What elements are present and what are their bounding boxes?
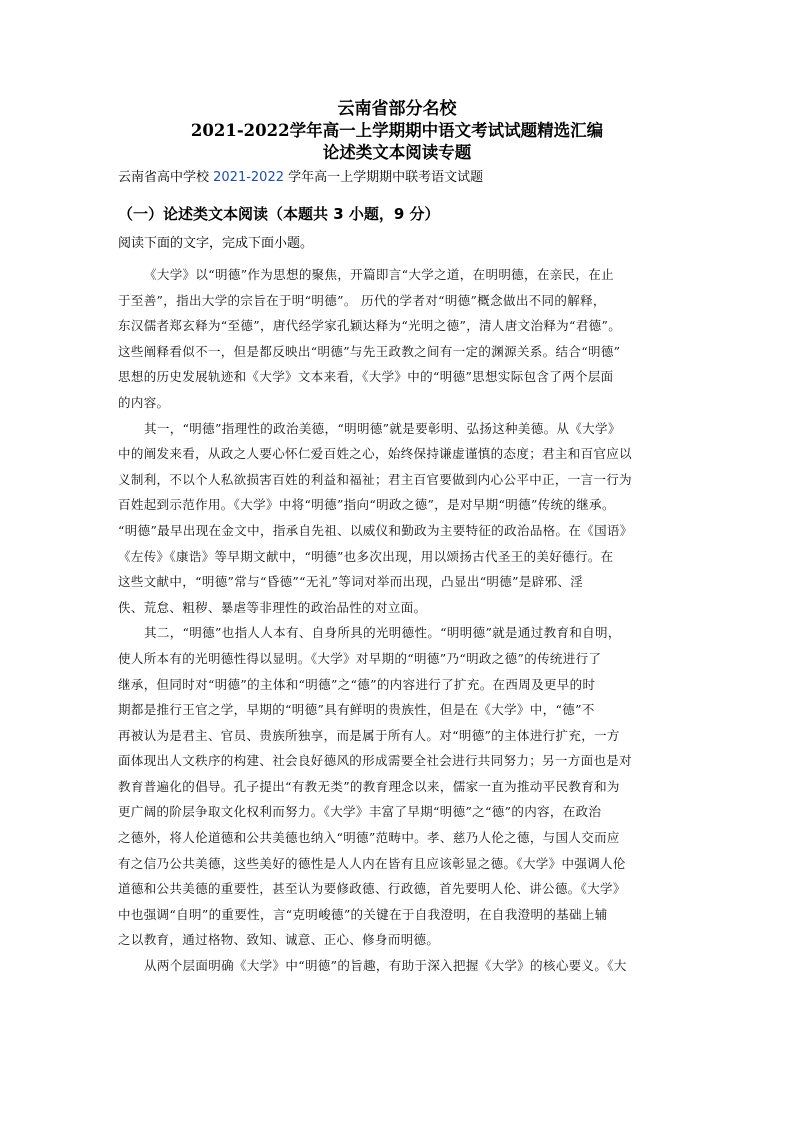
- paragraph-line: “明德”最早出现在金文中，指承自先祖、以威仪和勤政为主要特征的政治品格。在《国语》: [118, 522, 633, 538]
- paragraph-line: 期都是推行王官之学，早期的“明德”具有鲜明的贵族性，但是在《大学》中，“德”不: [118, 702, 595, 718]
- paragraph-line: 再被认为是君主、官员、贵族所独享，而是属于所有人。对“明德”的主体进行扩充，一方: [118, 727, 620, 743]
- instruction-text: 阅读下面的文字，完成下面小题。: [118, 236, 314, 251]
- source-suffix: 学年高一上学期期中联考语文试题: [284, 170, 484, 185]
- paragraph-line: 中的阐发来看，从政之人要心怀仁爱百姓之心，始终保持谦虚谨慎的态度；君主和百官应以: [118, 446, 633, 462]
- paragraph-line: 继承，但同时对“明德”的主体和“明德”之“德”的内容进行了扩充。在西周及更早的时: [118, 676, 596, 692]
- paragraph-line: 面体现出人文秩序的构建、社会良好德风的形成需要全社会进行共同努力；另一方面也是对: [118, 753, 633, 769]
- article-body: [118, 262, 678, 979]
- paragraph-line: 东汉儒者郑玄释为“至德”，唐代经学家孔颖达释为“光明之德”，清人唐文治释为“君德”。: [118, 318, 622, 334]
- paragraph-line: 有之信乃公共美德，这些美好的德性是人人内在皆有且应该彰显之德。《大学》中强调人伦: [118, 855, 626, 871]
- title-line-3: 论述类文本阅读专题: [322, 143, 472, 162]
- paragraph-line: 其一，“明德”指理性的政治美德，“明明德”就是要彰明、弘扬这种美德。从《大学》: [144, 420, 621, 436]
- paragraph-line: 义制利，不以个人私欲损害百姓的利益和福祉；君主百官要做到内心公平中正，一言一行为: [118, 471, 633, 487]
- paragraph-line: 从两个层面明确《大学》中“明德”的旨趣，有助于深入把握《大学》的核心要义。《大: [144, 958, 627, 974]
- paragraph-line: 这些文献中，“明德”常与“昏德”“无礼”等词对举而出现，凸显出“明德”是辟邪、淫: [118, 574, 584, 590]
- paragraph-line: 思想的历史发展轨迹和《大学》文本来看，《大学》中的“明德”思想实际包含了两个层面: [118, 369, 614, 385]
- paragraph-line: 于至善”，指出大学的宗旨在于明“明德”。 历代的学者对“明德”概念做出不同的解释，: [118, 292, 606, 308]
- source-line: [118, 168, 678, 188]
- paragraph-line: 佚、荒怠、粗秽、暴虐等非理性的政治品性的对立面。: [118, 599, 427, 615]
- paragraph-line: 百姓起到示范作用。《大学》中将“明德”指向“明政之德”，是对早期“明德”传统的继承。: [118, 497, 615, 513]
- paragraph-line: 使人所本有的光明德性得以显明。《大学》对早期的“明德”乃“明政之德”的传统进行了: [118, 650, 602, 666]
- paragraph-line: 《左传》《康诰》等早期文献中，“明德”也多次出现，用以颂扬古代圣王的美好德行。在: [118, 548, 614, 564]
- title-line-2: 2021-2022学年高一上学期期中语文考试试题精选汇编: [190, 121, 604, 140]
- section-heading: （一）论述类文本阅读（本题共 3 小题，9 分）: [118, 205, 440, 223]
- paragraph-line: 之以教育，通过格物、致知、诚意、正心、修身而明德。: [118, 932, 440, 948]
- paragraph-line: 《大学》以“明德”作为思想的聚焦，开篇即言“大学之道，在明明德，在亲民，在止: [144, 267, 614, 282]
- source-year: 2021-2022: [213, 170, 284, 185]
- title-block: [0, 98, 794, 164]
- source-prefix: 云南省高中学校: [118, 170, 214, 185]
- paragraph-line: 这些阐释看似不一，但是都反映出“明德”与先王政教之间有一定的渊源关系。结合“明德”: [118, 343, 621, 359]
- paragraph-line: 中也强调“自明”的重要性，言“克明峻德”的关键在于自我澄明，在自我澄明的基础上辅: [118, 906, 608, 922]
- title-line-1: 云南省部分名校: [337, 99, 457, 119]
- paragraph-line: 更广阔的阶层争取文化权利而努力。《大学》丰富了早期“明德”之“德”的内容，在政治: [118, 804, 602, 820]
- paragraph-line: 道德和公共美德的重要性，甚至认为要修政德、行政德，首先要明人伦、讲公德。《大学》: [118, 881, 626, 897]
- paragraph-line: 教育普遍化的倡导。孔子提出“有教无类”的教育理念以来，儒家一直为推动平民教育和为: [118, 778, 620, 794]
- paragraph-line: 其二，“明德”也指人人本有、自身所具的光明德性。“明明德”就是通过教育和自明，: [144, 625, 621, 641]
- paragraph-line: 之德外，将人伦道德和公共美德也纳入“明德”范畴中。孝、慈乃人伦之德，与国人交而应: [118, 830, 620, 846]
- paragraph-line: 的内容。: [118, 394, 170, 410]
